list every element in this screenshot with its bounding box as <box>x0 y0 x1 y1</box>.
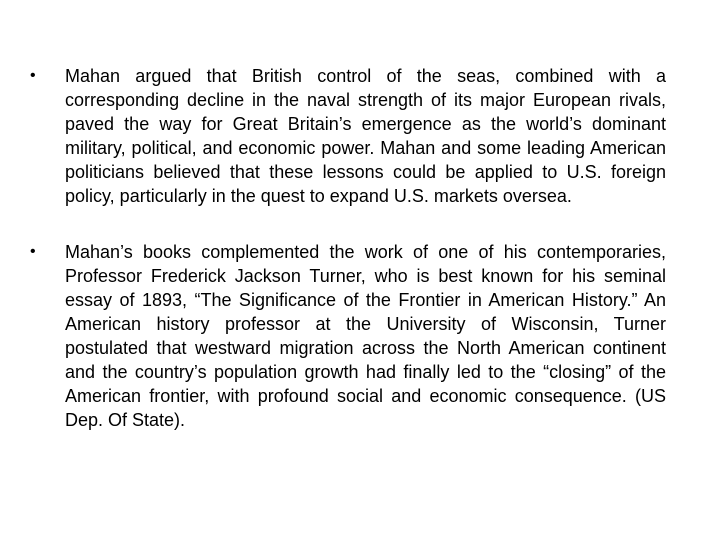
bullet-marker: • <box>30 67 36 84</box>
bullet-item-mahan-sea-power <box>30 64 666 208</box>
bullet-marker: • <box>30 243 36 260</box>
bullet-text: Mahan argued that British control of the seas, combined with a corresponding decline in the naval strength of its major European rivals, paved the way for Great Britain’s emergence as the world’s dominant military, political, and economic power. Mahan and some leading American politicians believed that these lessons could be applied to U.S. foreign policy, particularly in the quest to expand U.S. markets oversea. <box>65 66 666 206</box>
bullet-item-turner-frontier <box>30 240 666 432</box>
bullet-list <box>30 64 666 432</box>
bullet-text: Mahan’s books complemented the work of one of his contemporaries, Professor Frederick Jackson Turner, who is best known for his seminal essay of 1893, “The Significance of the Frontier in American History.” An American history professor at the University of Wisconsin, Turner postulated that westward migration across the North American continent and the country’s population growth had finally led to the “closing” of the American frontier, with profound social and economic consequence. (US Dep. Of State). <box>65 242 666 430</box>
